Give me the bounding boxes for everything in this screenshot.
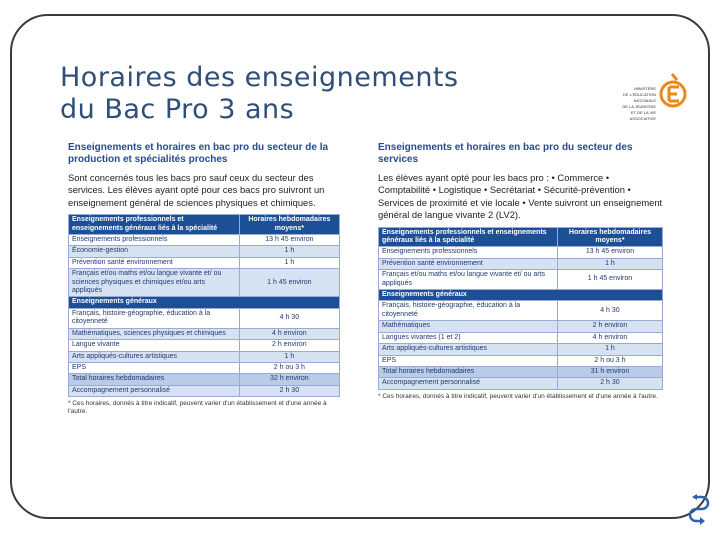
logo-text-line3: NATIONALE — [633, 98, 656, 103]
hours-cell: Horaires hebdomadaires moyens* — [239, 215, 339, 235]
production-sector-panel — [68, 142, 340, 416]
subject-cell: EPS — [379, 355, 558, 366]
table-row — [379, 378, 663, 389]
hours-cell: 1 h — [239, 257, 339, 268]
hours-cell: 1 h 45 environ — [239, 269, 339, 297]
services-sector-title: Enseignements et horaires en bac pro du secteur des services — [378, 142, 633, 165]
hours-cell: 2 h 30 — [239, 385, 339, 396]
table-row — [69, 257, 340, 268]
hours-cell: 2 h environ — [239, 340, 339, 351]
subject-cell: Arts appliqués-cultures artistiques — [69, 351, 240, 362]
subject-cell: Total horaires hebdomadaires — [379, 366, 558, 377]
logo-text-line2: DE L'ÉDUCATION — [623, 92, 656, 97]
table-row — [379, 355, 663, 366]
table-row — [69, 308, 340, 328]
hours-cell: 2 h ou 3 h — [239, 362, 339, 373]
hours-cell: Horaires hebdomadaires moyens* — [557, 227, 662, 247]
table-row — [69, 328, 340, 339]
table-row — [379, 301, 663, 321]
hours-cell: 31 h environ — [557, 366, 662, 377]
subject-cell: Enseignements généraux — [379, 290, 663, 301]
table-row — [69, 374, 340, 385]
hours-cell: 1 h — [557, 258, 662, 269]
subject-cell: Mathématiques, sciences physiques et chimiques — [69, 328, 240, 339]
hours-cell: 2 h 30 — [557, 378, 662, 389]
table-category-row — [379, 290, 663, 301]
table-row — [379, 332, 663, 343]
hours-cell: 1 h 45 environ — [557, 270, 662, 290]
subject-cell: Français, histoire-géographie, éducation à la citoyenneté — [69, 308, 240, 328]
marianne-e-logo-icon — [658, 72, 688, 112]
table-row — [379, 247, 663, 258]
subject-cell: Total horaires hebdomadaires — [69, 374, 240, 385]
hours-cell: 1 h — [239, 351, 339, 362]
table-header-row — [379, 227, 663, 247]
hours-cell: 1 h — [557, 344, 662, 355]
table-row — [69, 351, 340, 362]
table-row — [69, 235, 340, 246]
services-sector-intro: Les élèves ayant opté pour les bacs pro : • Commerce • Comptabilité • Logistique • Secrétariat • Sécurité-prévention • Services de proximité et vie locale • Vente suivront un enseignement général de langue vivante 2 (LV2). — [378, 172, 663, 221]
subject-cell: Accompagnement personnalisé — [69, 385, 240, 396]
table-row — [379, 366, 663, 377]
subject-cell: EPS — [69, 362, 240, 373]
subject-cell: Enseignements professionnels et enseignements généraux liés à la spécialité — [379, 227, 558, 247]
subject-cell: Enseignements généraux — [69, 297, 340, 308]
hours-cell: 4 h 30 — [239, 308, 339, 328]
hours-cell: 4 h environ — [239, 328, 339, 339]
hours-cell: 32 h environ — [239, 374, 339, 385]
hours-cell: 4 h environ — [557, 332, 662, 343]
logo-text-line4: DE LA JEUNESSE ET DE LA VIE ASSOCIATIVE — [622, 104, 656, 121]
table-category-row — [69, 297, 340, 308]
slide-title — [60, 62, 459, 126]
hours-cell: 2 h environ — [557, 321, 662, 332]
production-sector-title: Enseignements et horaires en bac pro du secteur de la production et spécialités proches — [68, 142, 329, 165]
subject-cell: Mathématiques — [379, 321, 558, 332]
table-row — [69, 385, 340, 396]
table-row — [69, 362, 340, 373]
subject-cell: Français et/ou maths et/ou langue vivante et/ ou sciences physiques et chimiques et/ou arts appliqués — [69, 269, 240, 297]
hours-cell: 13 h 45 environ — [557, 247, 662, 258]
hours-cell: 13 h 45 environ — [239, 235, 339, 246]
services-sector-panel — [378, 142, 663, 401]
hours-cell: 2 h ou 3 h — [557, 355, 662, 366]
table-header-row — [69, 215, 340, 235]
subject-cell: Économie-gestion — [69, 246, 240, 257]
table-row — [69, 246, 340, 257]
services-schedule-table — [378, 227, 663, 390]
table-row — [379, 258, 663, 269]
subject-cell: Français et/ou maths et/ou langue vivante et/ ou arts appliqués — [379, 270, 558, 290]
subject-cell: Prévention santé environnement — [69, 257, 240, 268]
table-row — [69, 340, 340, 351]
production-footnote: * Ces horaires, donnés à titre indicatif, peuvent varier d'un établissement et d'une année à l'autre. — [68, 400, 327, 416]
subject-cell: Langues vivantes (1 et 2) — [379, 332, 558, 343]
slide-title-line1: Horaires des enseignements — [60, 62, 459, 93]
table-row — [379, 321, 663, 332]
logo-text-line1: MINISTÈRE — [634, 86, 656, 91]
table-row — [69, 269, 340, 297]
production-schedule-table — [68, 214, 340, 397]
subject-cell: Enseignements professionnels et enseignements généraux liés à la spécialité — [69, 215, 240, 235]
slide-title-line2: du Bac Pro 3 ans — [60, 94, 295, 125]
subject-cell: Français, histoire-géographie, éducation à la citoyenneté — [379, 301, 558, 321]
ministry-logo — [618, 70, 688, 125]
services-footnote: * Ces horaires, donnés à titre indicatif, peuvent varier d'un établissement et d'une année à l'autre. — [378, 392, 658, 400]
subject-cell: Enseignements professionnels — [69, 235, 240, 246]
hours-cell: 1 h — [239, 246, 339, 257]
subject-cell: Prévention santé environnement — [379, 258, 558, 269]
table-row — [379, 270, 663, 290]
subject-cell: Langue vivante — [69, 340, 240, 351]
subject-cell: Accompagnement personnalisé — [379, 378, 558, 389]
subject-cell: Arts appliqués-cultures artistiques — [379, 344, 558, 355]
return-arrow-icon[interactable] — [688, 494, 710, 526]
subject-cell: Enseignements professionnels — [379, 247, 558, 258]
hours-cell: 4 h 30 — [557, 301, 662, 321]
table-row — [379, 344, 663, 355]
production-sector-intro: Sont concernés tous les bacs pro sauf ceux du secteur des services. Les élèves ayant opté pour ces bacs pro suivront un enseignement général de sciences physiques et chimiques. — [68, 172, 325, 208]
